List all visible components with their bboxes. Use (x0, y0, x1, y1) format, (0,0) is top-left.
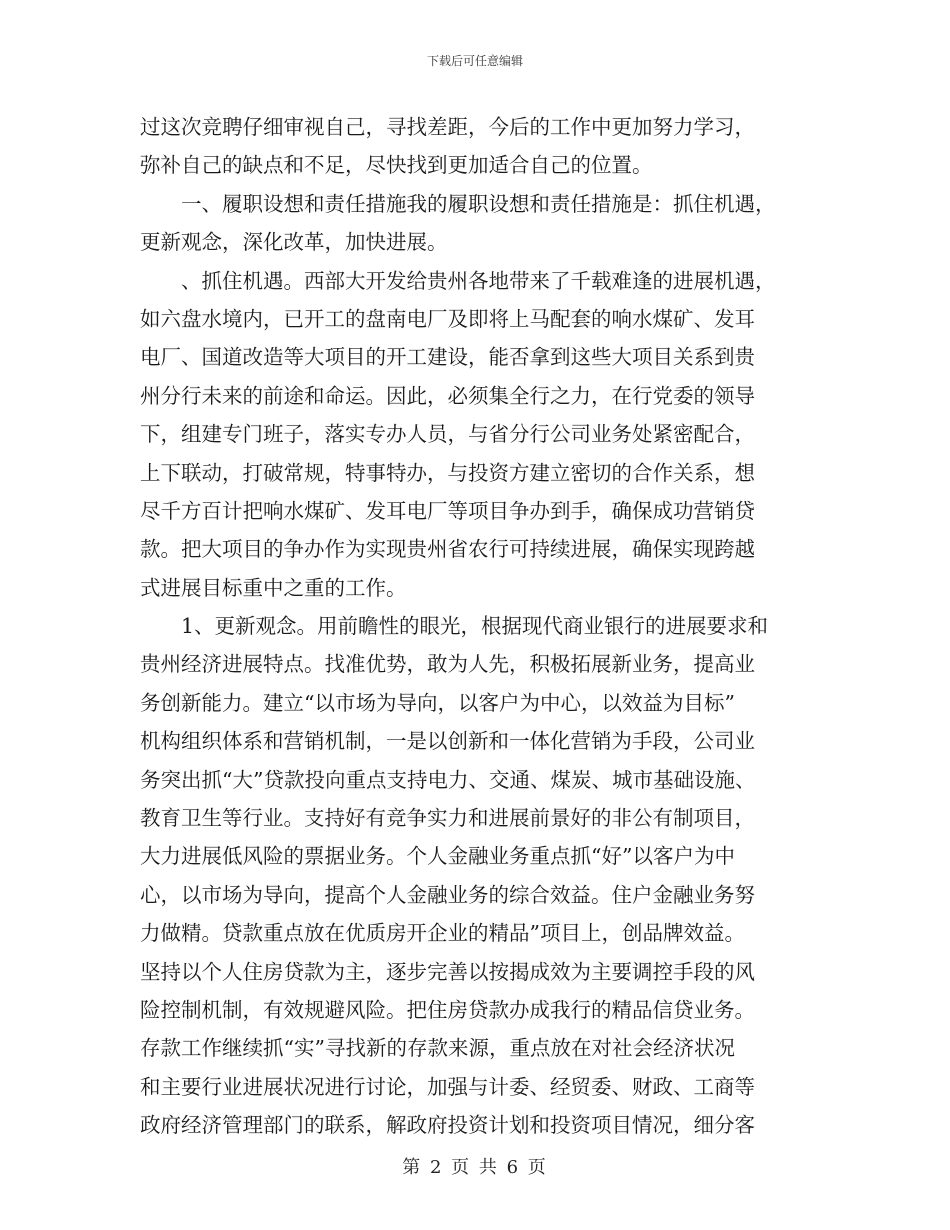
page-header-note: 下载后可任意编辑 (426, 54, 523, 68)
text-line: 款。把大项目的争办作为实现贵州省农行可持续进展，确保实现跨越 (140, 537, 755, 562)
text-line: 州分行未来的前途和命运。因此，必须集全行之力，在行党委的领导 (140, 383, 755, 408)
text-line: 过这次竞聘仔细审视自己，寻找差距，今后的工作中更加努力学习， (140, 115, 755, 139)
text-line: 一、履职设想和责任措施我的履职设想和责任措施是：抓住机遇， (140, 191, 776, 216)
text-line: 尽千方百计把响水煤矿、发耳电厂等项目争办到手，确保成功营销贷 (140, 498, 755, 523)
text-line: 、抓住机遇。西部大开发给贵州各地带来了千载难逢的进展机遇， (140, 268, 776, 293)
text-line: 心，以市场为导向，提高个人金融业务的综合效益。住户金融业务努 (140, 882, 755, 907)
text-line: 教育卫生等行业。支持好有竞争实力和进展前景好的非公有制项目， (140, 806, 755, 831)
text-line: 电厂、国道改造等大项目的开工建设，能否拿到这些大项目关系到贵 (140, 345, 755, 370)
text-line: 下，组建专门班子，落实专办人员，与省分行公司业务处紧密配合， (140, 422, 755, 447)
text-line: 式进展目标重中之重的工作。 (140, 575, 407, 600)
text-line: 力做精。贷款重点放在优质房开企业的精品”项目上，创品牌效益。 (140, 921, 745, 946)
text-line: 如六盘水境内，已开工的盘南电厂及即将上马配套的响水煤矿、发耳 (140, 306, 755, 331)
text-line: 上下联动，打破常规，特事特办，与投资方建立密切的合作关系，想 (140, 460, 755, 485)
text-line: 务突出抓“大”贷款投向重点支持电力、交通、煤炭、城市基础设施、 (140, 767, 756, 792)
text-line: 政府经济管理部门的联系，解政府投资计划和投资项目情况，细分客 (140, 1113, 755, 1138)
text-line: 险控制机制，有效规避风险。把住房贷款办成我行的精品信贷业务。 (140, 997, 755, 1022)
document-body (140, 108, 830, 1145)
text-line: 机构组织体系和营销机制，一是以创新和一体化营销为手段，公司业 (140, 729, 755, 754)
text-line: 存款工作继续抓“实”寻找新的存款来源，重点放在对社会经济状况 (140, 1036, 735, 1061)
text-line: 贵州经济进展特点。找准优势，敢为人先，积极拓展新业务，提高业 (140, 652, 755, 677)
text-line: 务创新能力。建立“以市场为导向，以客户为中心，以效益为目标” (140, 690, 735, 715)
text-line: 1、更新观念。用前瞻性的眼光，根据现代商业银行的进展要求和 (140, 614, 769, 639)
text-line: 坚持以个人住房贷款为主，逐步完善以按揭成效为主要调控手段的风 (140, 959, 755, 984)
page-number: 第 2 页 共 6 页 (402, 1157, 548, 1178)
text-line: 和主要行业进展状况进行讨论，加强与计委、经贸委、财政、工商等 (140, 1074, 755, 1099)
text-line: 弥补自己的缺点和不足，尽快找到更加适合自己的位置。 (140, 153, 653, 178)
text-line: 更新观念，深化改革，加快进展。 (140, 230, 448, 255)
text-line: 大力进展低风险的票据业务。个人金融业务重点抓“好”以客户为中 (140, 844, 735, 869)
